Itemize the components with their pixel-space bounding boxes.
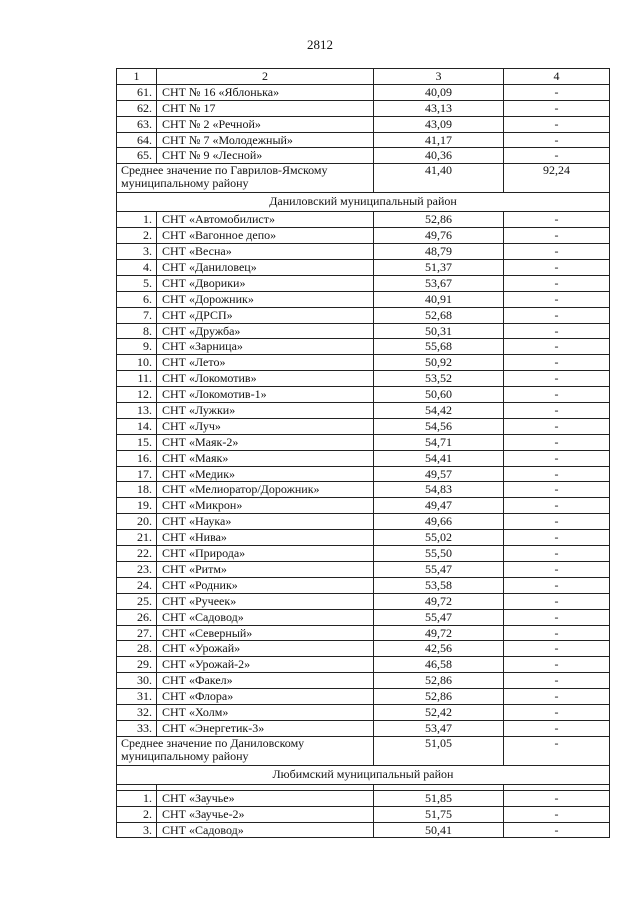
table-row bbox=[117, 689, 610, 705]
row-number: 29. bbox=[117, 657, 157, 673]
value-col3: 55,47 bbox=[374, 561, 504, 577]
row-number: 9. bbox=[117, 339, 157, 355]
average-value: 51,05 bbox=[374, 736, 504, 765]
row-number: 1. bbox=[117, 212, 157, 228]
value-col4: - bbox=[504, 790, 610, 806]
snt-name: СНТ «Дорожник» bbox=[157, 291, 374, 307]
average-col4: 92,24 bbox=[504, 164, 610, 193]
row-number: 3. bbox=[117, 822, 157, 838]
average-row bbox=[117, 736, 610, 765]
row-number: 24. bbox=[117, 577, 157, 593]
average-col4: - bbox=[504, 736, 610, 765]
average-row bbox=[117, 164, 610, 193]
snt-name: СНТ «Флора» bbox=[157, 689, 374, 705]
value-col3: 49,57 bbox=[374, 466, 504, 482]
value-col3: 52,86 bbox=[374, 673, 504, 689]
table-row bbox=[117, 498, 610, 514]
table-row bbox=[117, 323, 610, 339]
value-col4: - bbox=[504, 466, 610, 482]
snt-name: СНТ «Садовод» bbox=[157, 822, 374, 838]
value-col4: - bbox=[504, 228, 610, 244]
snt-name: СНТ «Нива» bbox=[157, 530, 374, 546]
average-value: 41,40 bbox=[374, 164, 504, 193]
snt-name: СНТ «Факел» bbox=[157, 673, 374, 689]
value-col3: 41,17 bbox=[374, 132, 504, 148]
table-header-row bbox=[117, 69, 610, 85]
value-col3: 51,75 bbox=[374, 806, 504, 822]
row-number: 21. bbox=[117, 530, 157, 546]
value-col3: 54,71 bbox=[374, 434, 504, 450]
row-number: 33. bbox=[117, 720, 157, 736]
snt-table bbox=[116, 68, 610, 838]
value-col3: 50,31 bbox=[374, 323, 504, 339]
row-number: 17. bbox=[117, 466, 157, 482]
district-title: Любимский муниципальный район bbox=[117, 765, 610, 784]
table-row bbox=[117, 625, 610, 641]
value-col3: 49,72 bbox=[374, 625, 504, 641]
value-col3: 52,86 bbox=[374, 212, 504, 228]
column-header-1: 1 bbox=[117, 69, 157, 85]
value-col4: - bbox=[504, 371, 610, 387]
snt-name: СНТ «Лето» bbox=[157, 355, 374, 371]
snt-name: СНТ № 2 «Речной» bbox=[157, 116, 374, 132]
table-row bbox=[117, 482, 610, 498]
value-col4: - bbox=[504, 482, 610, 498]
table-row bbox=[117, 84, 610, 100]
value-col3: 54,56 bbox=[374, 418, 504, 434]
value-col3: 51,37 bbox=[374, 260, 504, 276]
page-number: 2812 bbox=[307, 37, 333, 52]
value-col3: 50,41 bbox=[374, 822, 504, 838]
table-row bbox=[117, 148, 610, 164]
average-label: Среднее значение по Даниловскому муниципальному району bbox=[117, 736, 374, 765]
table-row bbox=[117, 546, 610, 562]
snt-name: СНТ «Маяк» bbox=[157, 450, 374, 466]
value-col4: - bbox=[504, 593, 610, 609]
table-row bbox=[117, 228, 610, 244]
table-row bbox=[117, 609, 610, 625]
snt-name: СНТ «Садовод» bbox=[157, 609, 374, 625]
row-number: 32. bbox=[117, 704, 157, 720]
value-col3: 49,66 bbox=[374, 514, 504, 530]
row-number: 16. bbox=[117, 450, 157, 466]
district-section-row bbox=[117, 193, 610, 212]
value-col4: - bbox=[504, 387, 610, 403]
value-col4: - bbox=[504, 307, 610, 323]
snt-name: СНТ «Лужки» bbox=[157, 403, 374, 419]
value-col3: 46,58 bbox=[374, 657, 504, 673]
value-col3: 53,52 bbox=[374, 371, 504, 387]
value-col3: 53,67 bbox=[374, 275, 504, 291]
table-row bbox=[117, 275, 610, 291]
table-body bbox=[117, 69, 610, 838]
value-col4: - bbox=[504, 689, 610, 705]
row-number: 2. bbox=[117, 228, 157, 244]
value-col3: 49,47 bbox=[374, 498, 504, 514]
table-row bbox=[117, 466, 610, 482]
row-number: 13. bbox=[117, 403, 157, 419]
row-number: 8. bbox=[117, 323, 157, 339]
table-row bbox=[117, 822, 610, 838]
row-number: 3. bbox=[117, 244, 157, 260]
snt-name: СНТ «Медик» bbox=[157, 466, 374, 482]
value-col3: 42,56 bbox=[374, 641, 504, 657]
column-header-3: 3 bbox=[374, 69, 504, 85]
value-col4: - bbox=[504, 148, 610, 164]
row-number: 22. bbox=[117, 546, 157, 562]
value-col3: 54,83 bbox=[374, 482, 504, 498]
table-row bbox=[117, 260, 610, 276]
snt-name: СНТ «Вагонное депо» bbox=[157, 228, 374, 244]
value-col3: 55,02 bbox=[374, 530, 504, 546]
snt-name: СНТ «Урожай» bbox=[157, 641, 374, 657]
value-col4: - bbox=[504, 275, 610, 291]
district-title: Даниловский муниципальный район bbox=[117, 193, 610, 212]
snt-name: СНТ «Дворики» bbox=[157, 275, 374, 291]
value-col4: - bbox=[504, 530, 610, 546]
snt-name: СНТ «Заучье-2» bbox=[157, 806, 374, 822]
row-number: 7. bbox=[117, 307, 157, 323]
row-number: 25. bbox=[117, 593, 157, 609]
snt-name: СНТ «Весна» bbox=[157, 244, 374, 260]
table-row bbox=[117, 355, 610, 371]
value-col3: 53,47 bbox=[374, 720, 504, 736]
snt-name: СНТ «Природа» bbox=[157, 546, 374, 562]
snt-name: СНТ «Локомотив» bbox=[157, 371, 374, 387]
value-col4: - bbox=[504, 418, 610, 434]
row-number: 10. bbox=[117, 355, 157, 371]
snt-name: СНТ «Луч» bbox=[157, 418, 374, 434]
value-col4: - bbox=[504, 561, 610, 577]
row-number: 18. bbox=[117, 482, 157, 498]
row-number: 31. bbox=[117, 689, 157, 705]
table-row bbox=[117, 339, 610, 355]
value-col4: - bbox=[504, 609, 610, 625]
value-col4: - bbox=[504, 704, 610, 720]
value-col4: - bbox=[504, 434, 610, 450]
value-col4: - bbox=[504, 822, 610, 838]
value-col4: - bbox=[504, 806, 610, 822]
value-col3: 55,47 bbox=[374, 609, 504, 625]
table-row bbox=[117, 790, 610, 806]
row-number: 20. bbox=[117, 514, 157, 530]
value-col4: - bbox=[504, 641, 610, 657]
row-number: 2. bbox=[117, 806, 157, 822]
value-col3: 50,92 bbox=[374, 355, 504, 371]
value-col4: - bbox=[504, 339, 610, 355]
table-row bbox=[117, 418, 610, 434]
snt-name: СНТ № 7 «Молодежный» bbox=[157, 132, 374, 148]
row-number: 27. bbox=[117, 625, 157, 641]
row-number: 11. bbox=[117, 371, 157, 387]
snt-name: СНТ «Даниловец» bbox=[157, 260, 374, 276]
row-number: 4. bbox=[117, 260, 157, 276]
value-col4: - bbox=[504, 546, 610, 562]
row-number: 14. bbox=[117, 418, 157, 434]
snt-name: СНТ «Урожай-2» bbox=[157, 657, 374, 673]
value-col3: 40,09 bbox=[374, 84, 504, 100]
table-row bbox=[117, 641, 610, 657]
value-col3: 40,91 bbox=[374, 291, 504, 307]
value-col4: - bbox=[504, 323, 610, 339]
row-number: 23. bbox=[117, 561, 157, 577]
value-col4: - bbox=[504, 116, 610, 132]
snt-name: СНТ «Микрон» bbox=[157, 498, 374, 514]
value-col3: 43,13 bbox=[374, 100, 504, 116]
row-number: 30. bbox=[117, 673, 157, 689]
row-number: 62. bbox=[117, 100, 157, 116]
value-col4: - bbox=[504, 260, 610, 276]
table-row bbox=[117, 100, 610, 116]
value-col4: - bbox=[504, 514, 610, 530]
value-col3: 49,72 bbox=[374, 593, 504, 609]
snt-name: СНТ «Мелиоратор/Дорожник» bbox=[157, 482, 374, 498]
table-row bbox=[117, 577, 610, 593]
snt-name: СНТ «Родник» bbox=[157, 577, 374, 593]
value-col4: - bbox=[504, 291, 610, 307]
value-col3: 40,36 bbox=[374, 148, 504, 164]
value-col4: - bbox=[504, 403, 610, 419]
value-col3: 49,76 bbox=[374, 228, 504, 244]
snt-name: СНТ «Наука» bbox=[157, 514, 374, 530]
value-col3: 54,41 bbox=[374, 450, 504, 466]
row-number: 19. bbox=[117, 498, 157, 514]
table-row bbox=[117, 212, 610, 228]
row-number: 12. bbox=[117, 387, 157, 403]
row-number: 28. bbox=[117, 641, 157, 657]
value-col4: - bbox=[504, 657, 610, 673]
value-col3: 52,68 bbox=[374, 307, 504, 323]
row-number: 5. bbox=[117, 275, 157, 291]
table-row bbox=[117, 593, 610, 609]
value-col3: 52,86 bbox=[374, 689, 504, 705]
value-col3: 53,58 bbox=[374, 577, 504, 593]
row-number: 65. bbox=[117, 148, 157, 164]
table-row bbox=[117, 514, 610, 530]
value-col4: - bbox=[504, 355, 610, 371]
value-col4: - bbox=[504, 84, 610, 100]
table-row bbox=[117, 720, 610, 736]
snt-name: СНТ «Заучье» bbox=[157, 790, 374, 806]
row-number: 6. bbox=[117, 291, 157, 307]
table-row bbox=[117, 307, 610, 323]
snt-name: СНТ «Холм» bbox=[157, 704, 374, 720]
average-label: Среднее значение по Гаврилов-Ямскому муниципальному району bbox=[117, 164, 374, 193]
table-row bbox=[117, 434, 610, 450]
value-col3: 43,09 bbox=[374, 116, 504, 132]
table-row bbox=[117, 116, 610, 132]
table-row bbox=[117, 371, 610, 387]
value-col4: - bbox=[504, 244, 610, 260]
snt-name: СНТ «Локомотив-1» bbox=[157, 387, 374, 403]
row-number: 15. bbox=[117, 434, 157, 450]
snt-name: СНТ «ДРСП» bbox=[157, 307, 374, 323]
table-row bbox=[117, 530, 610, 546]
value-col4: - bbox=[504, 498, 610, 514]
district-section-row bbox=[117, 765, 610, 784]
value-col3: 55,50 bbox=[374, 546, 504, 562]
snt-name: СНТ «Энергетик-3» bbox=[157, 720, 374, 736]
table-row bbox=[117, 704, 610, 720]
snt-name: СНТ № 9 «Лесной» bbox=[157, 148, 374, 164]
table-row bbox=[117, 403, 610, 419]
table-row bbox=[117, 132, 610, 148]
value-col4: - bbox=[504, 673, 610, 689]
row-number: 26. bbox=[117, 609, 157, 625]
value-col3: 51,85 bbox=[374, 790, 504, 806]
value-col3: 55,68 bbox=[374, 339, 504, 355]
value-col3: 50,60 bbox=[374, 387, 504, 403]
row-number: 63. bbox=[117, 116, 157, 132]
value-col4: - bbox=[504, 132, 610, 148]
row-number: 1. bbox=[117, 790, 157, 806]
column-header-4: 4 bbox=[504, 69, 610, 85]
value-col4: - bbox=[504, 100, 610, 116]
table-row bbox=[117, 806, 610, 822]
column-header-2: 2 bbox=[157, 69, 374, 85]
table-row bbox=[117, 291, 610, 307]
value-col4: - bbox=[504, 720, 610, 736]
value-col4: - bbox=[504, 625, 610, 641]
snt-name: СНТ «Зарница» bbox=[157, 339, 374, 355]
row-number: 61. bbox=[117, 84, 157, 100]
table-row bbox=[117, 244, 610, 260]
snt-name: СНТ «Ритм» bbox=[157, 561, 374, 577]
snt-name: СНТ «Автомобилист» bbox=[157, 212, 374, 228]
snt-name: СНТ № 17 bbox=[157, 100, 374, 116]
snt-name: СНТ «Северный» bbox=[157, 625, 374, 641]
table-row bbox=[117, 561, 610, 577]
value-col3: 48,79 bbox=[374, 244, 504, 260]
snt-name: СНТ «Маяк-2» bbox=[157, 434, 374, 450]
table-row bbox=[117, 387, 610, 403]
table-row bbox=[117, 673, 610, 689]
value-col4: - bbox=[504, 212, 610, 228]
value-col3: 52,42 bbox=[374, 704, 504, 720]
snt-name: СНТ № 16 «Яблонька» bbox=[157, 84, 374, 100]
snt-name: СНТ «Дружба» bbox=[157, 323, 374, 339]
table-row bbox=[117, 450, 610, 466]
value-col4: - bbox=[504, 577, 610, 593]
table-row bbox=[117, 657, 610, 673]
row-number: 64. bbox=[117, 132, 157, 148]
value-col4: - bbox=[504, 450, 610, 466]
value-col3: 54,42 bbox=[374, 403, 504, 419]
snt-name: СНТ «Ручеек» bbox=[157, 593, 374, 609]
